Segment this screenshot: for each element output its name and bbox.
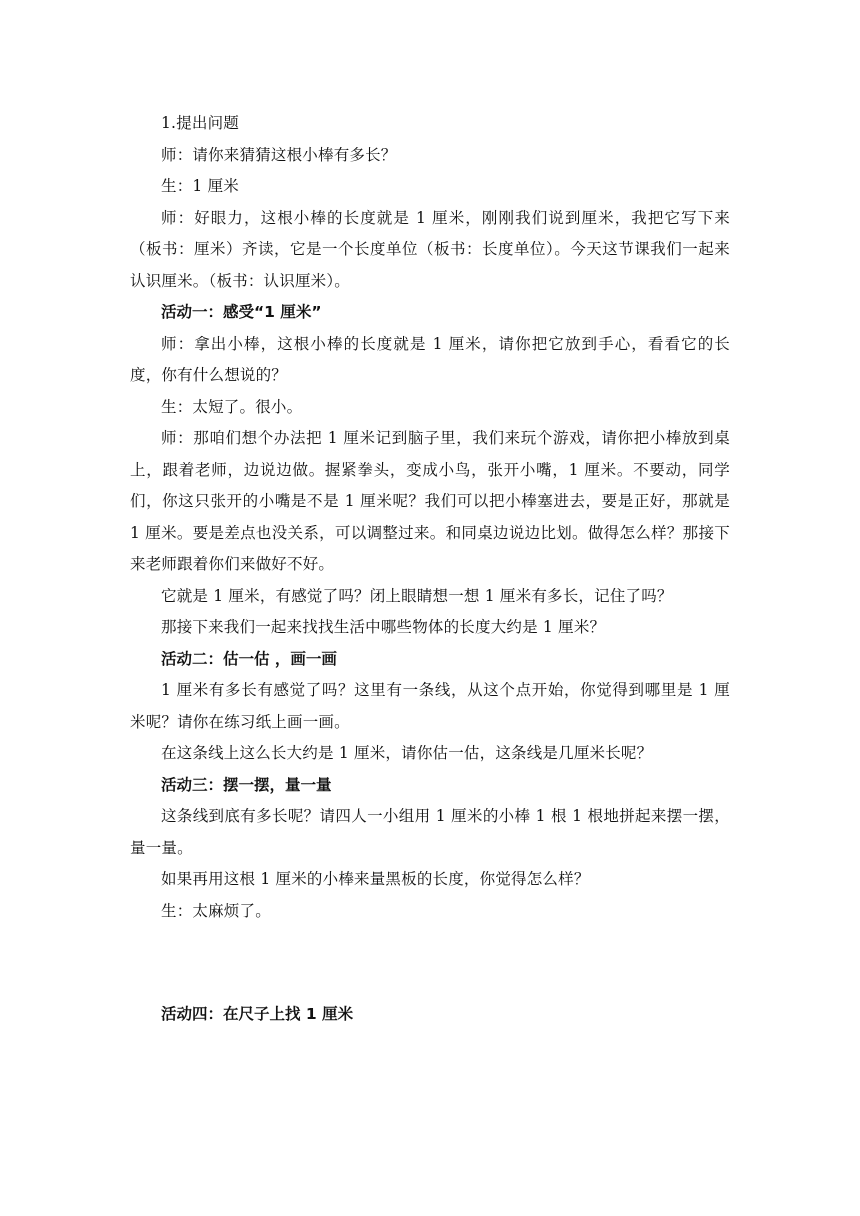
blank-space [130, 927, 730, 999]
paragraph: 师：拿出小棒，这根小棒的长度就是 1 厘米，请你把它放到手心，看看它的长度，你有什么想说的？ [130, 334, 730, 384]
paragraph: 生：太短了。很小。 [161, 397, 303, 416]
paragraph: 它就是 1 厘米，有感觉了吗？闭上眼睛想一想 1 厘米有多长，记住了吗？ [161, 586, 673, 605]
paragraph: 那接下来我们一起来找找生活中哪些物体的长度大约是 1 厘米？ [161, 618, 606, 636]
paragraph: 在这条线上这么长大约是 1 厘米，请你估一估，这条线是几厘米长呢？ [161, 744, 653, 762]
paragraph: 1 厘米有多长有感觉了吗？这里有一条线，从这个点开始，你觉得到哪里是 1 厘米呢？请你在练习纸上画一画。 [130, 681, 730, 731]
activity-heading: 活动四：在尺子上找 1 厘米 [161, 1005, 354, 1023]
section-title: 1.提出问题 [161, 114, 239, 132]
paragraph: 师：请你来猜猜这根小棒有多长？ [161, 145, 397, 164]
paragraph: 师：那咱们想个办法把 1 厘米记到脑子里，我们来玩个游戏，请你把小棒放到桌上，跟着老师，边说边做。握紧拳头，变成小鸟，张开小嘴，1 厘米。不要动，同学们，你这只张开的小嘴是不是 1 厘米呢？我们可以把小棒塞进去，要是正好，那就是 1 厘米。要是差点也没关系，可以调整过来。和同桌边说边比划。做得怎么样？那接下来老师跟着你们来做好不好。 [130, 429, 730, 573]
paragraph: 这条线到底有多长呢？请四人一小组用 1 厘米的小棒 1 根 1 根地拼起来摆一摆，量一量。 [130, 807, 730, 857]
activity-heading: 活动三：摆一摆，量一量 [161, 775, 332, 794]
activity-heading: 活动二：估一估 ，画一画 [161, 649, 337, 668]
document-body [130, 108, 730, 1031]
paragraph: 如果再用这根 1 厘米的小棒来量黑板的长度，你觉得怎么样？ [161, 870, 590, 888]
paragraph: 生：太麻烦了。 [161, 901, 271, 920]
paragraph: 生：1 厘米 [161, 177, 239, 195]
paragraph: 师：好眼力，这根小棒的长度就是 1 厘米，刚刚我们说到厘米，我把它写下来（板书：厘米）齐读，它是一个长度单位（板书：长度单位）。今天这节课我们一起来认识厘米。（板书：认识厘米）。 [130, 208, 730, 290]
activity-heading: 活动一：感受“1 厘米” [161, 303, 322, 321]
